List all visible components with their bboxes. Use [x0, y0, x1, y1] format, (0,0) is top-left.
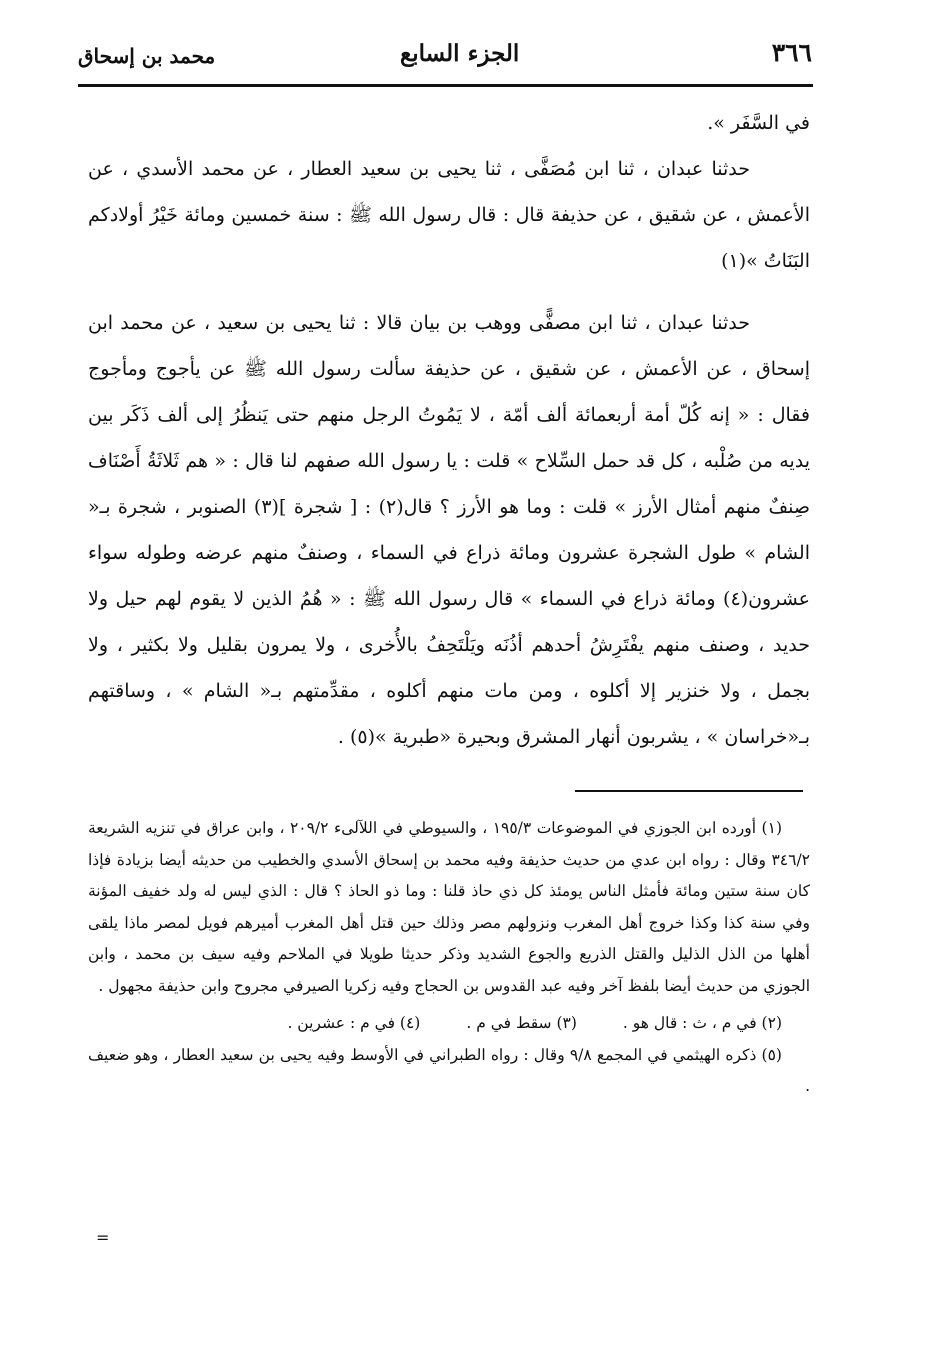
footnote-4: (٤) في م : عشرين .: [287, 1014, 421, 1032]
volume-title: الجزء السابع: [400, 40, 520, 67]
footnote-3: (٣) سقط في م .: [466, 1014, 577, 1032]
hadith-paragraph-1: حدثنا عبدان ، ثنا ابن مُصَفَّى ، ثنا يحيى بن سعيد العطار ، عن محمد الأسدي ، عن الأعمش ، عن شقيق ، عن حذيفة قال : قال رسول الله ﷺ : سنة خمسين ومائة خَيْرُ أولادكم البَنَاتُ »(١): [88, 158, 810, 272]
footnote-2: (٢) في م ، ث : قال هو .: [622, 1014, 782, 1032]
page-header: [78, 38, 812, 82]
footnote-5: (٥) ذكره الهيثمي في المجمع ٩/٨ وقال : رواه الطبراني في الأوسط وفيه يحيى بن سعيد العطار ، وهو ضعيف .: [88, 1045, 810, 1095]
hadith-paragraph-2: حدثنا عبدان ، ثنا ابن مصفًّى ووهب بن بيان قالا : ثنا يحيى بن سعيد ، عن محمد ابن إسحاق ، عن الأعمش ، عن شقيق ، عن حذيفة سألت رسول الله ﷺ عن يأجوج ومأجوج فقال : « إنه كُلّ أمة أربعمائة ألف أمّة ، لا يَمُوتُ الرجل منهم حتى يَنظُرُ إلى ألف ذَكَر بين يديه من صُلْبه ، كل قد حمل السِّلاح » قلت : يا رسول الله صفهم لنا قال : « هم ثَلاثَةُ أَصْنَاف صِنفٌ منهم أمثال الأرز » قلت : وما هو الأرز ؟ قال(٢) : [ شجرة ](٣) الصنوبر ، شجرة بـ« الشام » طول الشجرة عشرون ومائة ذراع في السماء ، وصنفٌ منهم عرضه وطوله سواء عشرون(٤) ومائة ذراع في السماء » قال رسول الله ﷺ : « هُمُ الذين لا يقوم لهم حيل ولا حديد ، وصنف منهم يفْتَرِشُ أحدهم أذُنَه ويَلْتَحِفُ بالأُخرى ، ولا يمرون بقليل ولا بكثير ، ولا بجمل ، ولا خنزير إلا أكلوه ، ومن مات منهم أكلوه ، مقدِّمتهم بـ« الشام » ، وساقتهم بـ«خراسان » ، يشربون أنهار المشرق وبحيرة «طبرية »(٥) .: [88, 312, 810, 748]
footnotes: [88, 813, 810, 1103]
footnote-1: (١) أورده ابن الجوزي في الموضوعات ١٩٥/٣ ، والسيوطي في اللآلىء ٢٠٩/٢ ، وابن عراق في تنزيه الشريعة ٣٤٦/٢ وقال : رواه ابن عدي من حديث حذيفة وفيه محمد بن إسحاق الأسدي والخطيب من حديثه أيضا بزيادة فإذا كان سنة ستين ومائة فأمثل الناس يومئذ كل ذي حاذ قلنا : وما ذو الحاذ ؟ قال : الذي ليس له ولد خفيف المؤنة وفي سنة كذا وكذا خروج أهل المغرب ونزولهم مصر وذلك حين قتل أهل المغرب أميرهم فويل لمصر ماذا يلقى أهلها من الذل الذليل والقتل الذريع والجوع الشديد وذكر حديثا طويلا في الملاحم وفيه سيف بن محمد ، وابن الجوزي من حديث أيضا بلفظ آخر وفيه عبد القدوس بن الحجاج وفيه زكريا الصيرفي مجروح وابن حذيفة مجهول .: [88, 819, 810, 995]
running-head-author: محمد بن إسحاق: [78, 44, 216, 68]
page-number: ٣٦٦: [771, 38, 812, 67]
footnote-separator: [575, 790, 803, 792]
footnote-row-2-4: [88, 1008, 810, 1040]
paragraph-continuation: في السَّفَر ».: [707, 112, 810, 134]
header-rule: [78, 84, 813, 87]
main-text: [88, 100, 810, 760]
continuation-mark: =: [96, 1228, 110, 1247]
